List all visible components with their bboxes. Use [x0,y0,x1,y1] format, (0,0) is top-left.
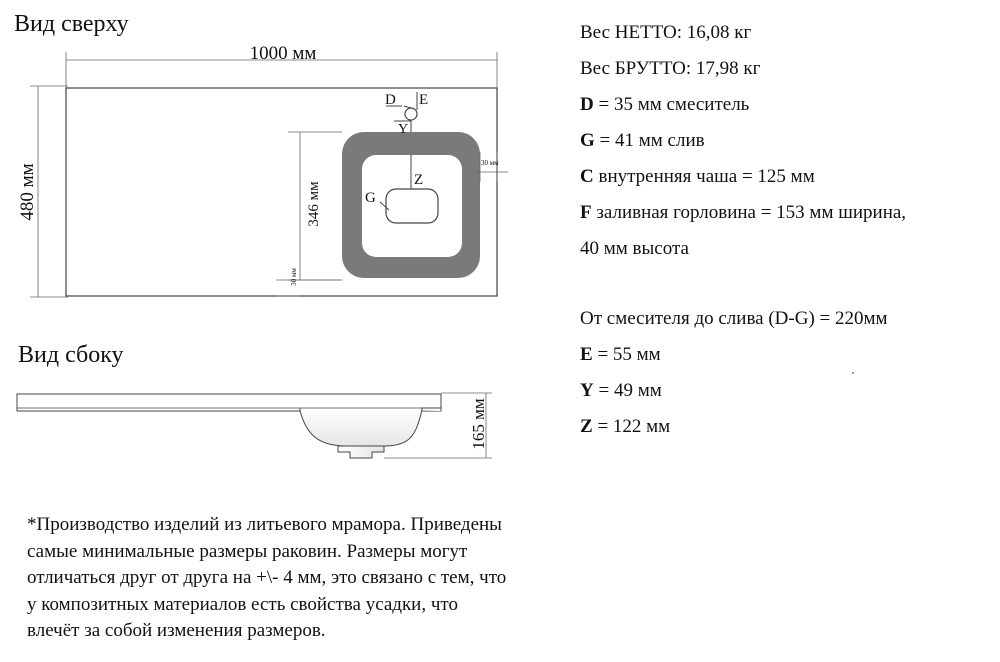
spec-e: E = 55 мм [580,344,661,365]
spec-c: C внутренняя чаша = 125 мм [580,166,815,187]
side-view-title: Вид сбоку [18,342,124,368]
side-margin-label: 30 мм [481,159,499,167]
spec-f-height: 40 мм высота [580,238,689,259]
label-z: Z [414,172,424,188]
height-label: 480 мм [17,163,38,221]
stray-dot [852,372,854,374]
note-line: у композитных материалов есть свойства усадки, что [27,593,458,615]
side-basin [300,408,441,446]
manufacturing-note [27,512,627,645]
note-line: *Производство изделий из литьевого мрамора. Приведены [27,514,502,535]
label-g: G [365,190,376,206]
side-height-label: 165 мм [469,398,488,450]
top-view-title: Вид сверху [14,11,129,37]
faucet-hole [405,108,417,120]
front-margin-label: 30 мм [290,268,298,286]
spec-d: D = 35 мм смеситель [580,94,750,115]
spec-z: Z = 122 мм [580,416,671,437]
spec-d-g: От смесителя до слива (D-G) = 220мм [580,308,888,329]
spec-f: F заливная горловина = 153 мм ширина, [580,202,907,223]
label-d: D [385,92,396,108]
spec-g: G = 41 мм слив [580,130,705,151]
width-label: 1000 мм [249,43,317,64]
note-line: отличаться друг от друга на +\- 4 мм, это связано с тем, что [27,567,507,588]
bowl-depth-label: 346 мм [306,181,322,227]
side-drain [338,446,384,458]
drain-outline [386,189,438,223]
spec-net-weight: Вес НЕТТО: 16,08 кг [580,22,752,43]
note-line: самые минимальные размеры раковин. Размеры могут [27,540,468,562]
side-slab [17,394,441,411]
spec-gross-weight: Вес БРУТТО: 17,98 кг [580,58,761,79]
label-y: Y [398,122,409,137]
spec-y: Y = 49 мм [580,380,662,401]
label-e: E [419,92,429,108]
note-line: влечёт за собой изменения размеров. [27,620,326,641]
